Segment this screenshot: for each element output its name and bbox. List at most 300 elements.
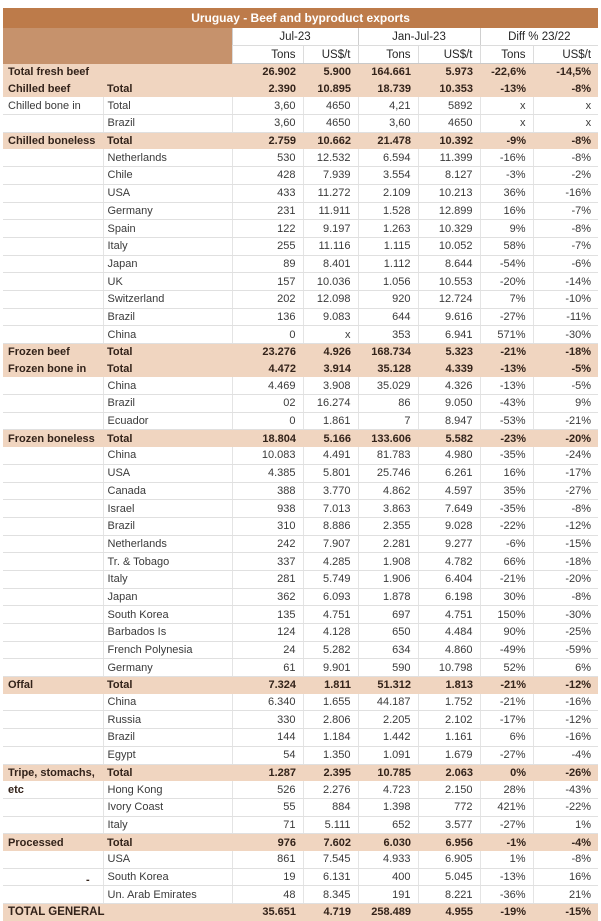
value-cell: 71 — [232, 816, 303, 834]
value-cell: 2.390 — [232, 81, 303, 98]
value-cell: 697 — [358, 606, 418, 624]
category-cell — [3, 570, 103, 588]
value-cell: 5.749 — [303, 570, 358, 588]
value-cell: 884 — [303, 798, 358, 816]
value-cell: 258.489 — [358, 904, 418, 921]
value-cell: 5.801 — [303, 464, 358, 482]
value-cell: 310 — [232, 517, 303, 535]
category-cell — [3, 798, 103, 816]
table-row — [3, 517, 598, 535]
table-row — [3, 273, 598, 291]
section-total-row — [3, 677, 598, 694]
value-cell: 16% — [480, 464, 533, 482]
value-cell: 2.063 — [418, 764, 480, 781]
value-cell: 10.036 — [303, 273, 358, 291]
value-cell: 4.751 — [418, 606, 480, 624]
value-cell: 124 — [232, 624, 303, 642]
value-cell: 4.385 — [232, 464, 303, 482]
table-row — [3, 570, 598, 588]
value-cell: 3,60 — [232, 115, 303, 133]
value-cell: 3.908 — [303, 377, 358, 394]
subcategory-cell: Brazil — [103, 115, 232, 133]
value-cell: 8.127 — [418, 167, 480, 185]
value-cell: 28% — [480, 781, 533, 798]
category-cell — [3, 377, 103, 394]
category-cell — [3, 482, 103, 500]
header-corner-block — [3, 28, 232, 64]
value-cell: 362 — [232, 588, 303, 606]
value-cell: 1.906 — [358, 570, 418, 588]
section-total-row — [3, 344, 598, 361]
value-cell: -15% — [533, 904, 598, 921]
category-cell: TOTAL GENERAL — [3, 904, 232, 921]
value-cell: 3.914 — [303, 361, 358, 378]
table-row — [3, 535, 598, 553]
value-cell: 337 — [232, 553, 303, 571]
value-cell: 7.907 — [303, 535, 358, 553]
value-cell: 231 — [232, 202, 303, 220]
table-row — [3, 500, 598, 518]
value-cell: 122 — [232, 220, 303, 238]
table-row — [3, 115, 598, 133]
value-cell: -14,5% — [533, 64, 598, 81]
value-cell: 6.340 — [232, 694, 303, 711]
value-cell: -21% — [480, 570, 533, 588]
value-cell: 1.811 — [303, 677, 358, 694]
subcategory-cell: Total — [103, 361, 232, 378]
table-row — [3, 729, 598, 747]
value-cell: 36% — [480, 184, 533, 202]
value-cell: -8% — [533, 851, 598, 868]
table-body — [3, 64, 598, 921]
value-cell: 1.752 — [418, 694, 480, 711]
value-cell: 590 — [358, 659, 418, 677]
category-cell — [3, 659, 103, 677]
column-group-header-row — [3, 28, 598, 46]
table-row — [3, 326, 598, 344]
value-cell: x — [480, 115, 533, 133]
category-cell: Offal — [3, 677, 103, 694]
value-cell: 135 — [232, 606, 303, 624]
category-cell — [3, 746, 103, 764]
value-cell: -21% — [480, 344, 533, 361]
value-cell: 644 — [358, 308, 418, 326]
value-cell: 433 — [232, 184, 303, 202]
value-cell: 1.287 — [232, 764, 303, 781]
value-cell: 652 — [358, 816, 418, 834]
value-cell: 10.392 — [418, 132, 480, 149]
table-row — [3, 412, 598, 430]
value-cell: 388 — [232, 482, 303, 500]
value-cell: 1.398 — [358, 798, 418, 816]
section-total-row — [3, 834, 598, 851]
subcategory-cell: China — [103, 326, 232, 344]
value-cell: 8.401 — [303, 255, 358, 273]
subcategory-cell: Total — [103, 834, 232, 851]
subcategory-cell: Japan — [103, 255, 232, 273]
table-row — [3, 184, 598, 202]
value-cell: 144 — [232, 729, 303, 747]
value-cell: 1.528 — [358, 202, 418, 220]
subheader-diff-tons: Tons — [480, 46, 533, 64]
table-title-row — [3, 8, 598, 28]
value-cell: 1.091 — [358, 746, 418, 764]
value-cell: -16% — [533, 729, 598, 747]
value-cell: 150% — [480, 606, 533, 624]
table-row — [3, 641, 598, 659]
table-row — [3, 237, 598, 255]
subcategory-cell: China — [103, 377, 232, 394]
category-cell — [3, 308, 103, 326]
value-cell: 90% — [480, 624, 533, 642]
value-cell: -49% — [480, 641, 533, 659]
value-cell: 1% — [480, 851, 533, 868]
value-cell: 9% — [480, 220, 533, 238]
value-cell: 4.719 — [303, 904, 358, 921]
section-total-row — [3, 904, 598, 921]
value-cell: 191 — [358, 886, 418, 904]
table-row — [3, 464, 598, 482]
value-cell: -12% — [533, 517, 598, 535]
value-cell: 5892 — [418, 97, 480, 114]
value-cell: 2.355 — [358, 517, 418, 535]
value-cell: -8% — [533, 149, 598, 166]
value-cell: 3.770 — [303, 482, 358, 500]
value-cell: 4.980 — [418, 447, 480, 464]
value-cell: 9.616 — [418, 308, 480, 326]
subcategory-cell: Netherlands — [103, 149, 232, 166]
value-cell: -43% — [480, 395, 533, 413]
value-cell: 3,60 — [232, 97, 303, 114]
value-cell: 3,60 — [358, 115, 418, 133]
value-cell: 861 — [232, 851, 303, 868]
category-cell — [3, 167, 103, 185]
value-cell: 11.399 — [418, 149, 480, 166]
value-cell: -6% — [533, 255, 598, 273]
value-cell: 1.161 — [418, 729, 480, 747]
value-cell: 89 — [232, 255, 303, 273]
subcategory-cell: Barbados Is — [103, 624, 232, 642]
category-cell — [3, 447, 103, 464]
subcategory-cell: Total — [103, 97, 232, 114]
value-cell: 1.908 — [358, 553, 418, 571]
value-cell: -14% — [533, 273, 598, 291]
value-cell: 6.131 — [303, 868, 358, 886]
value-cell: 0 — [232, 326, 303, 344]
subheader-jul-usd: US$/t — [303, 46, 358, 64]
value-cell: 58% — [480, 237, 533, 255]
value-cell: 3.863 — [358, 500, 418, 518]
value-cell: 81.783 — [358, 447, 418, 464]
value-cell: 4.128 — [303, 624, 358, 642]
value-cell: -2% — [533, 167, 598, 185]
value-cell: 9.277 — [418, 535, 480, 553]
value-cell: 157 — [232, 273, 303, 291]
value-cell: -4% — [533, 746, 598, 764]
category-cell — [3, 464, 103, 482]
category-cell — [3, 553, 103, 571]
value-cell: 6.956 — [418, 834, 480, 851]
value-cell: -20% — [480, 273, 533, 291]
value-cell: -10% — [533, 290, 598, 308]
category-cell — [3, 886, 103, 904]
subcategory-cell: Spain — [103, 220, 232, 238]
value-cell: 10.895 — [303, 81, 358, 98]
value-cell: -16% — [480, 149, 533, 166]
subcategory-cell: South Korea — [103, 868, 232, 886]
table-row — [3, 220, 598, 238]
subcategory-cell: Ivory Coast — [103, 798, 232, 816]
value-cell: -8% — [533, 81, 598, 98]
value-cell: -59% — [533, 641, 598, 659]
table-row — [3, 167, 598, 185]
value-cell: 650 — [358, 624, 418, 642]
value-cell: 6.093 — [303, 588, 358, 606]
subcategory-cell: Israel — [103, 500, 232, 518]
value-cell: -35% — [480, 447, 533, 464]
value-cell: 1.184 — [303, 729, 358, 747]
category-cell — [3, 729, 103, 747]
subcategory-cell: China — [103, 447, 232, 464]
value-cell: 133.606 — [358, 430, 418, 447]
value-cell: 1.679 — [418, 746, 480, 764]
subcategory-cell: China — [103, 694, 232, 711]
table-row — [3, 447, 598, 464]
category-cell: Processed — [3, 834, 103, 851]
value-cell: -8% — [533, 132, 598, 149]
value-cell: 938 — [232, 500, 303, 518]
category-cell — [3, 500, 103, 518]
subcategory-cell: Germany — [103, 202, 232, 220]
value-cell: -26% — [533, 764, 598, 781]
value-cell: 6.941 — [418, 326, 480, 344]
subcategory-cell: USA — [103, 851, 232, 868]
value-cell: 2.759 — [232, 132, 303, 149]
value-cell: 10.329 — [418, 220, 480, 238]
value-cell: 4.484 — [418, 624, 480, 642]
value-cell: 86 — [358, 395, 418, 413]
value-cell: 2.205 — [358, 711, 418, 729]
value-cell: 4.491 — [303, 447, 358, 464]
subcategory-cell: Brazil — [103, 729, 232, 747]
table-row — [3, 377, 598, 394]
category-cell — [3, 816, 103, 834]
value-cell: 12.899 — [418, 202, 480, 220]
value-cell: 4,21 — [358, 97, 418, 114]
table-row — [3, 659, 598, 677]
subheader-janjul-usd: US$/t — [418, 46, 480, 64]
subcategory-cell: South Korea — [103, 606, 232, 624]
value-cell: -16% — [533, 184, 598, 202]
value-cell: 4.597 — [418, 482, 480, 500]
subcategory-cell: Switzerland — [103, 290, 232, 308]
value-cell: -18% — [533, 344, 598, 361]
table-row — [3, 851, 598, 868]
value-cell: 1.115 — [358, 237, 418, 255]
value-cell: -19% — [480, 904, 533, 921]
value-cell: 18.739 — [358, 81, 418, 98]
value-cell: -54% — [480, 255, 533, 273]
value-cell: -13% — [480, 81, 533, 98]
category-cell: Frozen bone in — [3, 361, 103, 378]
value-cell: 51.312 — [358, 677, 418, 694]
value-cell: 3.577 — [418, 816, 480, 834]
subcategory-cell: Total — [103, 344, 232, 361]
value-cell: -22% — [533, 798, 598, 816]
value-cell: 242 — [232, 535, 303, 553]
subcategory-cell: Total — [103, 81, 232, 98]
category-cell — [3, 624, 103, 642]
table-row — [3, 97, 598, 114]
value-cell: -3% — [480, 167, 533, 185]
subcategory-cell: Hong Kong — [103, 781, 232, 798]
section-total-row — [3, 132, 598, 149]
value-cell: 5.973 — [418, 64, 480, 81]
value-cell: -18% — [533, 553, 598, 571]
subheader-janjul-tons: Tons — [358, 46, 418, 64]
value-cell: 11.272 — [303, 184, 358, 202]
subcategory-cell: USA — [103, 464, 232, 482]
value-cell: 35.128 — [358, 361, 418, 378]
subcategory-cell: Total — [103, 764, 232, 781]
table-row — [3, 886, 598, 904]
value-cell: 7% — [480, 290, 533, 308]
subcategory-cell: Egypt — [103, 746, 232, 764]
table-row — [3, 711, 598, 729]
value-cell: 12.724 — [418, 290, 480, 308]
subcategory-cell: Chile — [103, 167, 232, 185]
value-cell: x — [533, 97, 598, 114]
category-cell — [3, 535, 103, 553]
category-cell — [3, 237, 103, 255]
value-cell: -22,6% — [480, 64, 533, 81]
value-cell: 6.404 — [418, 570, 480, 588]
table-title: Uruguay - Beef and byproduct exports — [3, 8, 598, 28]
subcategory-cell: Total — [103, 430, 232, 447]
category-cell — [3, 694, 103, 711]
table-row — [3, 202, 598, 220]
value-cell: 8.221 — [418, 886, 480, 904]
value-cell: 6.594 — [358, 149, 418, 166]
value-cell: 4.933 — [358, 851, 418, 868]
category-cell: Tripe, stomachs, — [3, 764, 103, 781]
section-total-row — [3, 81, 598, 98]
value-cell: -17% — [533, 464, 598, 482]
subcategory-cell: Italy — [103, 570, 232, 588]
value-cell: 7 — [358, 412, 418, 430]
subcategory-cell: Russia — [103, 711, 232, 729]
category-cell — [3, 412, 103, 430]
column-group-diff: Diff % 23/22 — [480, 28, 598, 46]
value-cell: -7% — [533, 237, 598, 255]
value-cell: x — [480, 97, 533, 114]
value-cell: 11.911 — [303, 202, 358, 220]
section-total-row — [3, 764, 598, 781]
exports-table — [3, 8, 598, 921]
value-cell: 10.052 — [418, 237, 480, 255]
category-cell — [3, 851, 103, 868]
category-cell — [3, 115, 103, 133]
value-cell: 4.782 — [418, 553, 480, 571]
value-cell: 1.878 — [358, 588, 418, 606]
category-cell — [3, 641, 103, 659]
value-cell: 6.261 — [418, 464, 480, 482]
value-cell: -27% — [480, 308, 533, 326]
value-cell: 164.661 — [358, 64, 418, 81]
value-cell: 4.472 — [232, 361, 303, 378]
value-cell: 6% — [533, 659, 598, 677]
value-cell: 2.806 — [303, 711, 358, 729]
category-cell: Frozen boneless — [3, 430, 103, 447]
subcategory-cell: Brazil — [103, 517, 232, 535]
table-row — [3, 868, 598, 886]
value-cell: 10.083 — [232, 447, 303, 464]
value-cell: 9% — [533, 395, 598, 413]
category-cell — [3, 220, 103, 238]
value-cell: -21% — [480, 677, 533, 694]
subcategory-cell: French Polynesia — [103, 641, 232, 659]
value-cell: -8% — [533, 500, 598, 518]
value-cell: 2.281 — [358, 535, 418, 553]
value-cell: 2.150 — [418, 781, 480, 798]
value-cell: 1.056 — [358, 273, 418, 291]
value-cell: 4.862 — [358, 482, 418, 500]
value-cell: 1% — [533, 816, 598, 834]
value-cell: 2.109 — [358, 184, 418, 202]
value-cell: 35.651 — [232, 904, 303, 921]
table-row — [3, 816, 598, 834]
table-row — [3, 694, 598, 711]
category-cell: Chilled boneless — [3, 132, 103, 149]
value-cell: 920 — [358, 290, 418, 308]
value-cell: -27% — [480, 816, 533, 834]
value-cell: -20% — [533, 430, 598, 447]
value-cell: 66% — [480, 553, 533, 571]
value-cell: 6.905 — [418, 851, 480, 868]
value-cell: 52% — [480, 659, 533, 677]
table-row — [3, 482, 598, 500]
table-row — [3, 781, 598, 798]
table-row — [3, 395, 598, 413]
value-cell: 10.662 — [303, 132, 358, 149]
value-cell: 7.939 — [303, 167, 358, 185]
value-cell: 7.649 — [418, 500, 480, 518]
value-cell: 6.198 — [418, 588, 480, 606]
value-cell: 1.112 — [358, 255, 418, 273]
value-cell: 571% — [480, 326, 533, 344]
value-cell: 4.339 — [418, 361, 480, 378]
value-cell: 168.734 — [358, 344, 418, 361]
value-cell: 48 — [232, 886, 303, 904]
value-cell: 7.602 — [303, 834, 358, 851]
value-cell: x — [303, 326, 358, 344]
value-cell: -27% — [533, 482, 598, 500]
value-cell: 4.469 — [232, 377, 303, 394]
value-cell: -13% — [480, 377, 533, 394]
subcategory-cell: Total — [103, 132, 232, 149]
value-cell: 9.028 — [418, 517, 480, 535]
category-cell: Chilled bone in — [3, 97, 103, 114]
value-cell: 11.116 — [303, 237, 358, 255]
value-cell: -23% — [480, 430, 533, 447]
value-cell: -7% — [533, 202, 598, 220]
value-cell: 55 — [232, 798, 303, 816]
value-cell: 526 — [232, 781, 303, 798]
value-cell: 10.353 — [418, 81, 480, 98]
value-cell: 1.655 — [303, 694, 358, 711]
subcategory-cell: Total — [103, 677, 232, 694]
value-cell: 4.955 — [418, 904, 480, 921]
